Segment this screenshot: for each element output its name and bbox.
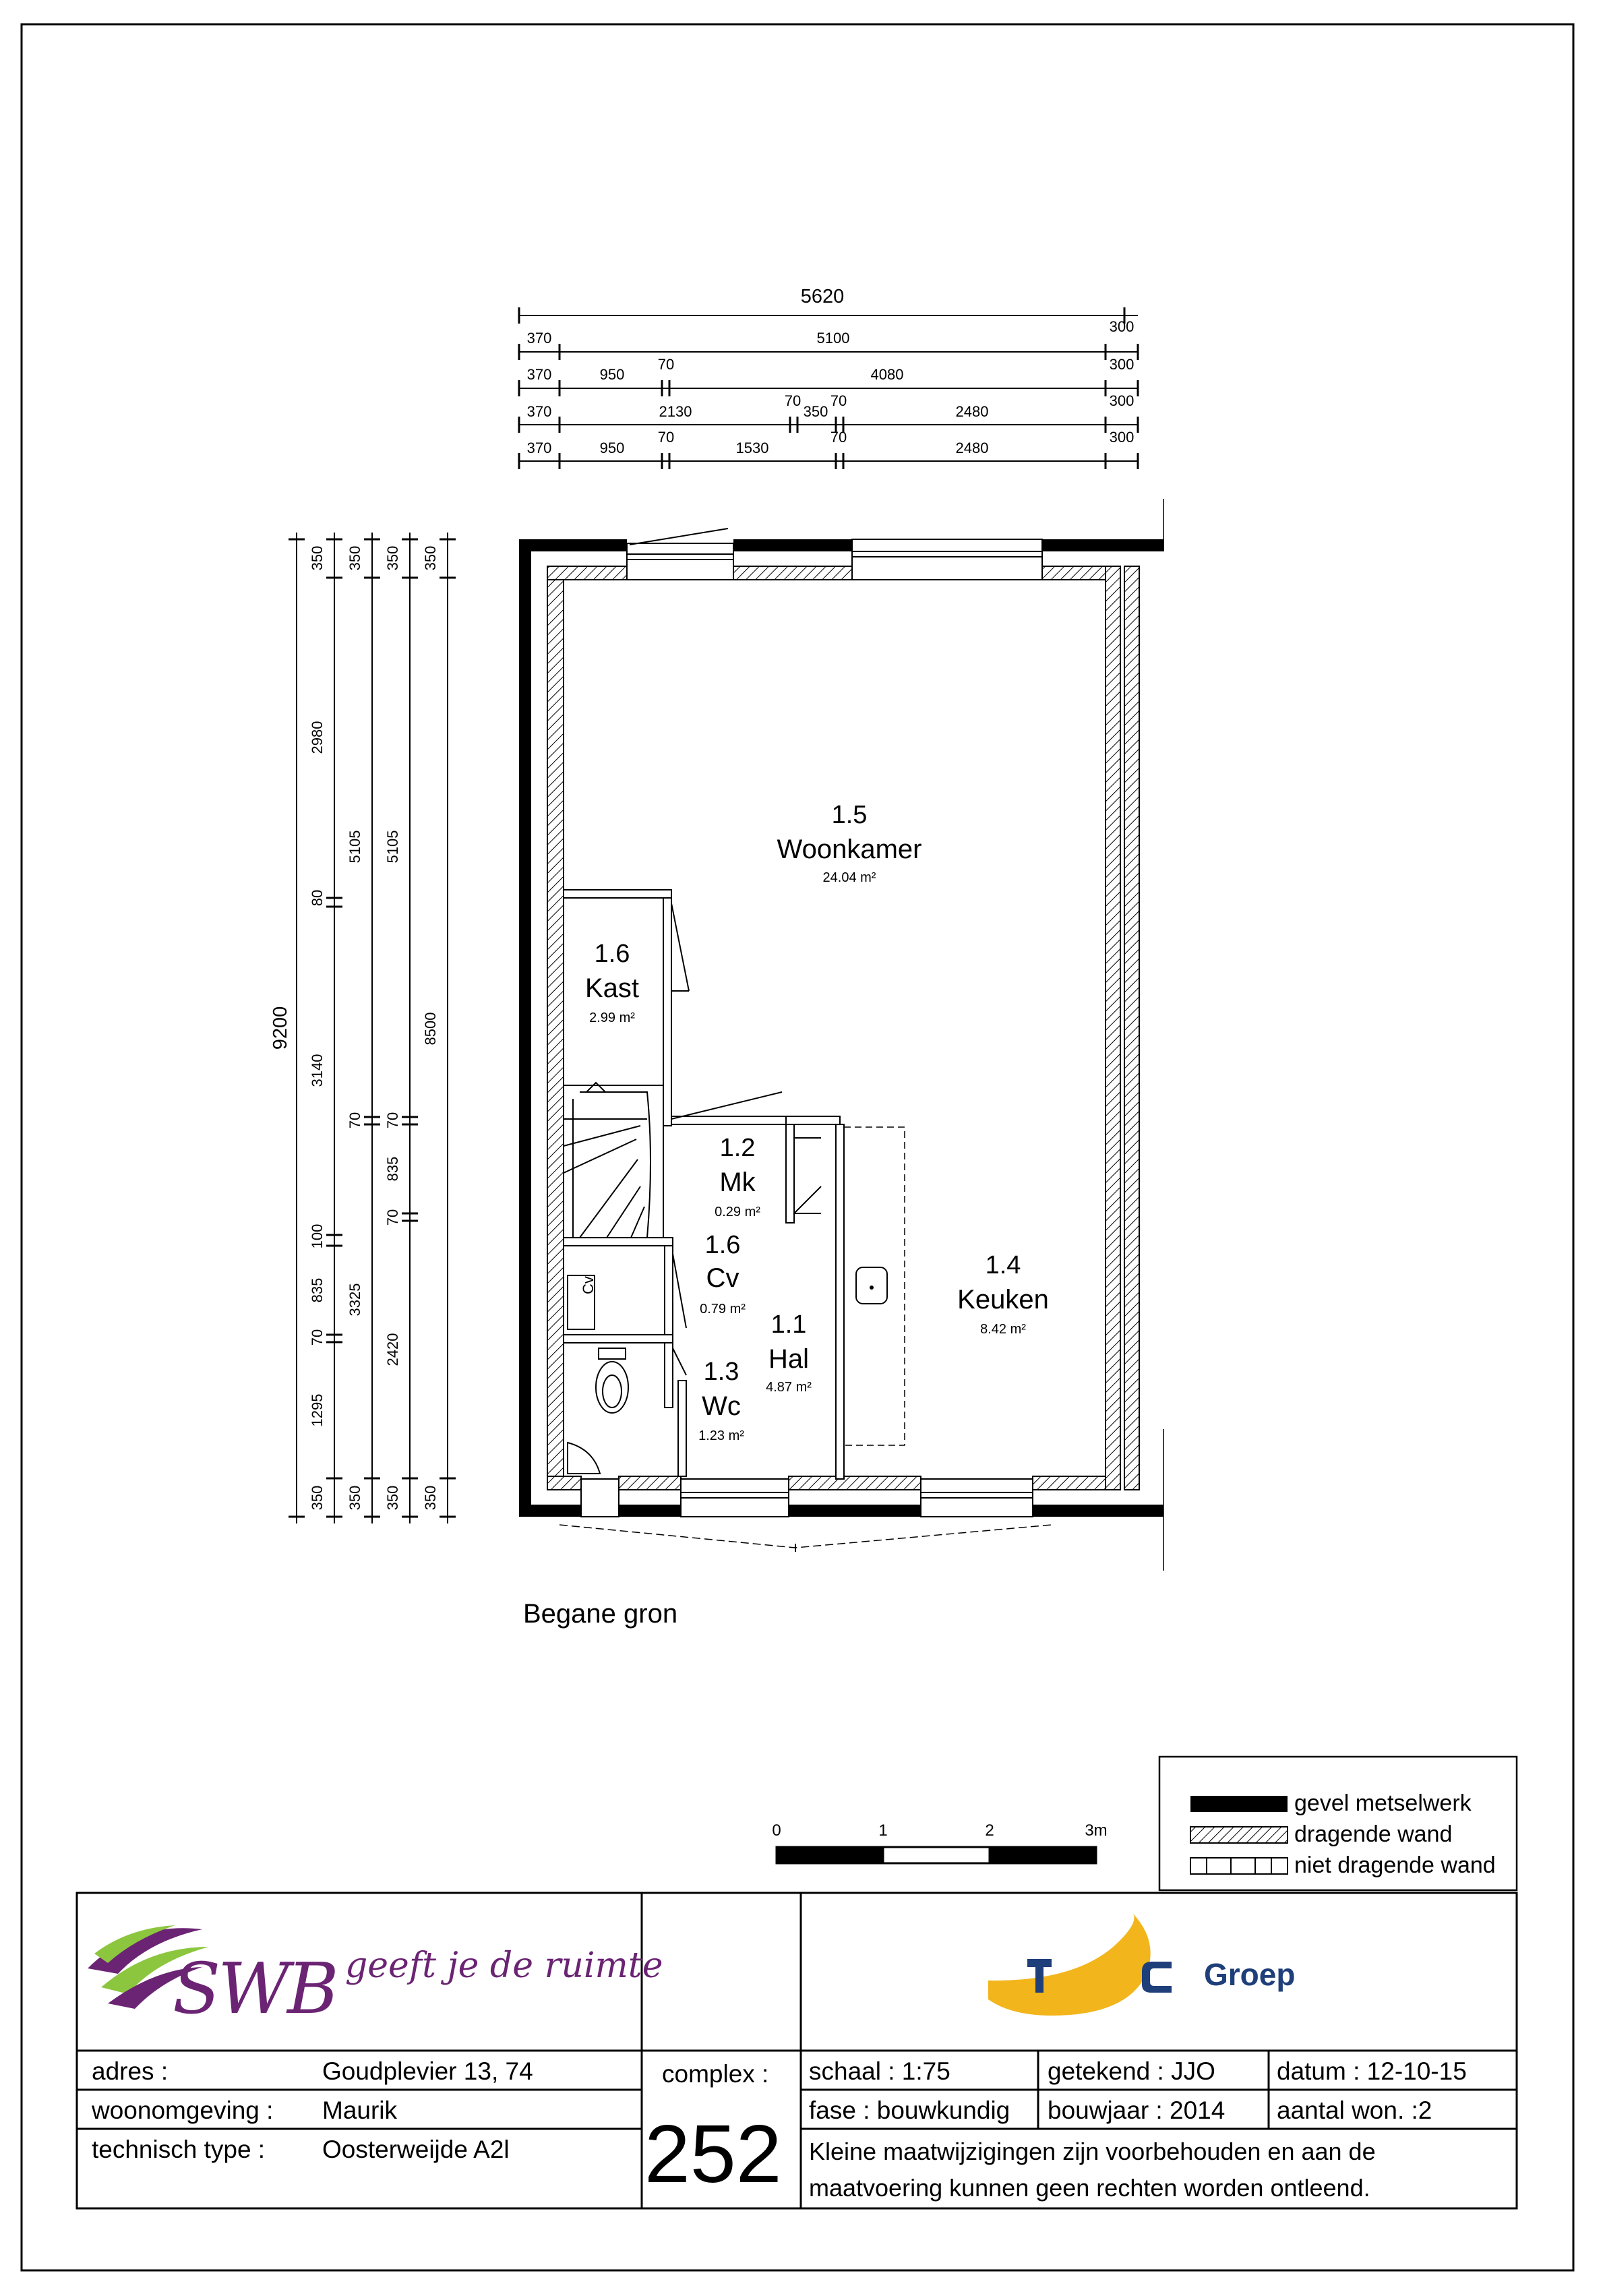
facade-left xyxy=(519,539,531,1517)
swb-logo-text: SWB xyxy=(173,1947,336,2030)
type-label: technisch type : xyxy=(92,2136,266,2163)
dim-label: 370 xyxy=(526,403,552,420)
room-name: Kast xyxy=(584,973,640,1003)
dim-label: 370 xyxy=(526,366,552,383)
room-area: 0.79 m² xyxy=(700,1302,746,1317)
dim-label: 70 xyxy=(657,429,675,446)
vdim-label: 70 xyxy=(346,1112,363,1129)
dim-label: 300 xyxy=(1109,392,1135,409)
room-area: 0.29 m² xyxy=(715,1205,760,1219)
aantal-woningen: aantal won. :2 xyxy=(1277,2096,1432,2124)
dim-label: 70 xyxy=(830,392,847,409)
vdim-label: 835 xyxy=(309,1277,326,1303)
vdim-label: 835 xyxy=(384,1156,401,1182)
room-name: Woonkamer xyxy=(777,835,922,864)
vdim-label: 3140 xyxy=(309,1054,326,1087)
vdim-label: 3325 xyxy=(346,1283,363,1317)
vdim-label: 350 xyxy=(309,1485,326,1511)
room-name: Wc xyxy=(702,1391,741,1421)
room-name: Keuken xyxy=(957,1285,1049,1315)
overall-height-dim: 9200 xyxy=(270,1006,291,1050)
vdim-label: 350 xyxy=(346,1485,363,1511)
floor-caption: Begane gron xyxy=(523,1599,678,1629)
scale-tick: 3m xyxy=(1085,1821,1108,1840)
vdim-label: 70 xyxy=(384,1209,401,1226)
vdim-label: 350 xyxy=(346,545,363,571)
room-name: Cv xyxy=(706,1263,739,1293)
room-number: 1.2 xyxy=(719,1134,756,1162)
dim-label: 2130 xyxy=(659,403,692,420)
vdim-label: 350 xyxy=(384,545,401,571)
toilet-fixture xyxy=(596,1348,628,1413)
room-area: 4.87 m² xyxy=(766,1380,812,1395)
cv-unit-label: Cv xyxy=(580,1276,597,1294)
vdim-label: 350 xyxy=(422,1485,439,1511)
bouwjaar: bouwjaar : 2014 xyxy=(1048,2096,1226,2124)
room-name: Mk xyxy=(719,1168,756,1197)
dim-label: 300 xyxy=(1109,318,1135,335)
dim-label: 2480 xyxy=(955,440,989,456)
dim-label: 950 xyxy=(599,366,625,383)
room-area: 24.04 m² xyxy=(822,870,876,885)
room-number: 1.6 xyxy=(704,1231,741,1259)
room-area: 8.42 m² xyxy=(980,1322,1026,1337)
overall-width-dim: 5620 xyxy=(800,286,845,307)
vdim-label: 80 xyxy=(309,889,326,907)
woonomgeving-label: woonomgeving : xyxy=(92,2096,274,2124)
schaal: schaal : 1:75 xyxy=(809,2057,950,2085)
vdim-label: 100 xyxy=(309,1223,326,1249)
tdc-groep-text: Groep xyxy=(1204,1957,1296,1992)
room-number: 1.4 xyxy=(985,1251,1021,1279)
legend-item-nonbearing: niet dragende wand xyxy=(1294,1852,1496,1878)
dim-label: 950 xyxy=(599,440,625,456)
disclaimer-line-2: maatvoering kunnen geen rechten worden ontleend. xyxy=(809,2174,1370,2202)
disclaimer-line-1: Kleine maatwijzigingen zijn voorbehouden en aan de xyxy=(809,2138,1376,2165)
dim-label: 2480 xyxy=(955,403,989,420)
room-number: 1.6 xyxy=(594,940,630,968)
legend-item-facade: gevel metselwerk xyxy=(1294,1790,1472,1816)
room-area: 1.23 m² xyxy=(698,1428,744,1443)
vdim-label: 1295 xyxy=(309,1393,326,1427)
room-number: 1.1 xyxy=(770,1310,807,1339)
dim-label: 70 xyxy=(830,429,847,446)
sheet-border xyxy=(22,24,1573,2270)
datum: datum : 12-10-15 xyxy=(1277,2057,1467,2085)
complex-number: 252 xyxy=(644,2108,782,2200)
getekend: getekend : JJO xyxy=(1048,2057,1215,2085)
vdim-label: 2420 xyxy=(384,1333,401,1366)
dim-label: 5100 xyxy=(816,330,850,346)
dim-label: 70 xyxy=(657,356,675,373)
swb-slogan: geeft je de ruimte xyxy=(345,1945,663,1986)
room-area: 2.99 m² xyxy=(589,1010,635,1025)
adres-value: Goudplevier 13, 74 xyxy=(322,2057,533,2085)
tdc-logo xyxy=(988,1913,1172,2016)
type-value: Oosterweijde A2l xyxy=(322,2136,510,2163)
room-name: Hal xyxy=(768,1344,810,1374)
dim-label: 4080 xyxy=(870,366,904,383)
vdim-label: 5105 xyxy=(384,830,401,864)
adres-label: adres : xyxy=(92,2057,169,2085)
woonomgeving-value: Maurik xyxy=(322,2096,398,2124)
vdim-label: 350 xyxy=(384,1485,401,1511)
scale-bar xyxy=(777,1847,1096,1863)
vdim-label: 70 xyxy=(384,1112,401,1129)
vdim-label: 350 xyxy=(422,545,439,571)
scale-tick: 1 xyxy=(878,1821,888,1840)
vdim-label: 8500 xyxy=(422,1012,439,1046)
kitchen-counter xyxy=(844,1127,905,1445)
dim-label: 370 xyxy=(526,440,552,456)
vdim-label: 350 xyxy=(309,545,326,571)
floor-plan xyxy=(519,499,1163,1571)
vdim-label: 5105 xyxy=(346,830,363,864)
complex-label: complex : xyxy=(662,2060,769,2088)
dim-label: 300 xyxy=(1109,429,1135,446)
dim-label: 1530 xyxy=(735,440,769,456)
scale-tick: 0 xyxy=(772,1821,781,1840)
legend-item-bearing: dragende wand xyxy=(1294,1821,1453,1847)
dim-label: 300 xyxy=(1109,356,1135,373)
vdim-label: 70 xyxy=(309,1329,326,1346)
scale-tick: 2 xyxy=(985,1821,994,1840)
dim-label: 350 xyxy=(803,403,828,420)
room-number: 1.3 xyxy=(703,1358,739,1386)
dim-label: 370 xyxy=(526,330,552,346)
room-number: 1.5 xyxy=(831,801,868,829)
staircase xyxy=(564,1083,663,1238)
vdim-label: 2980 xyxy=(309,721,326,754)
fase: fase : bouwkundig xyxy=(809,2096,1010,2124)
dim-label: 70 xyxy=(784,392,802,409)
